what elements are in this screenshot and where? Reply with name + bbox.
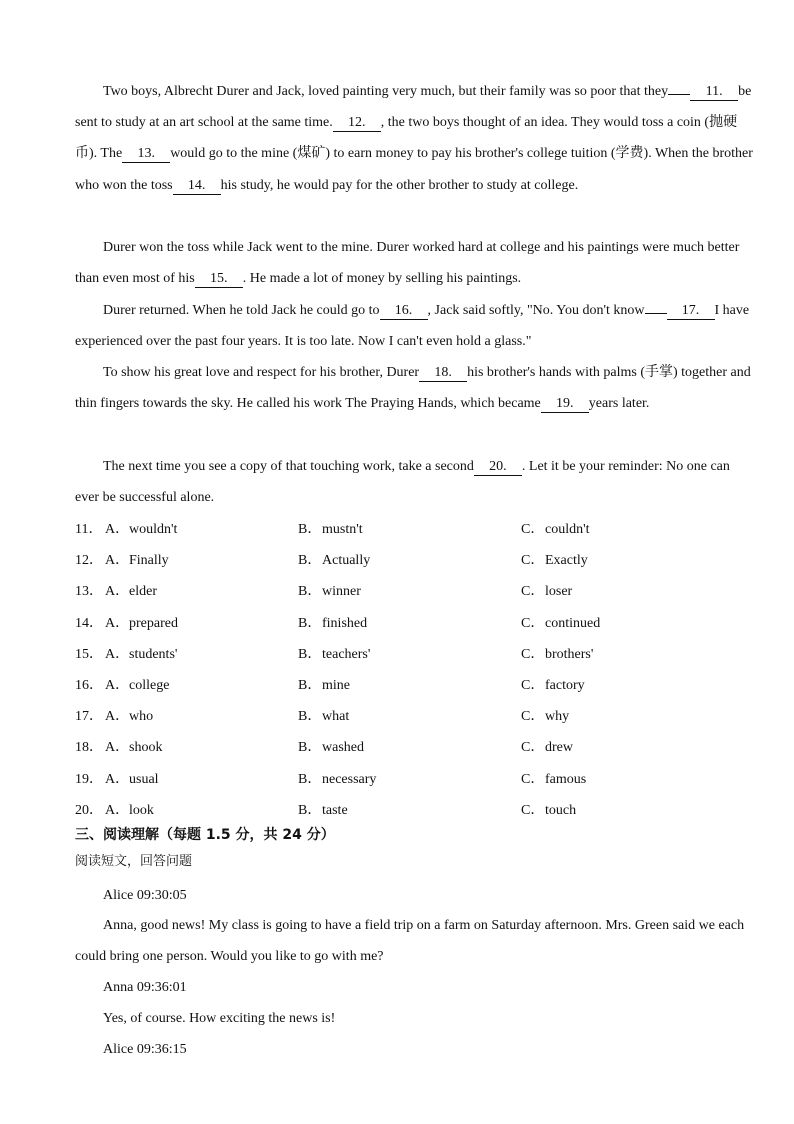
option-text: winner xyxy=(322,584,361,600)
option-letter: C． xyxy=(521,709,545,725)
passage-text: , the two boys thought of an idea. They would toss a coin (抛硬币). The xyxy=(75,115,738,162)
option-letter: B． xyxy=(298,771,322,787)
question-number: 16． xyxy=(75,677,103,693)
answer-blank: 14. xyxy=(173,178,221,195)
option-b[interactable] xyxy=(298,701,349,732)
option-b[interactable] xyxy=(298,764,376,795)
option-text: couldn't xyxy=(545,522,590,537)
option-letter: B． xyxy=(298,802,322,818)
chat-message-header xyxy=(75,1034,755,1065)
option-letter: B． xyxy=(298,646,322,662)
option-text: continued xyxy=(545,615,601,631)
option-text: teachers' xyxy=(322,646,371,662)
option-letter: A． xyxy=(105,615,130,631)
passage-text: be sent to study at an art school at the same time. xyxy=(75,84,752,131)
passage-text: his study, he would pay for the other brother to study at college. xyxy=(220,177,579,193)
option-c[interactable] xyxy=(521,701,569,732)
option-c[interactable] xyxy=(521,732,573,763)
question-row xyxy=(75,764,755,795)
option-text: brothers' xyxy=(545,646,594,662)
option-text: prepared xyxy=(129,615,178,631)
option-text: students' xyxy=(129,646,178,662)
option-text: usual xyxy=(129,771,159,787)
option-letter: C． xyxy=(521,740,545,756)
option-letter: A． xyxy=(105,553,130,569)
option-b[interactable] xyxy=(298,670,350,701)
question-row xyxy=(75,701,755,732)
option-letter: A． xyxy=(105,771,130,787)
chat-message-body xyxy=(75,910,755,972)
option-a[interactable] xyxy=(105,670,169,701)
option-text: elder xyxy=(129,584,157,600)
option-text: who xyxy=(129,709,154,725)
option-b[interactable] xyxy=(298,545,370,576)
question-row xyxy=(75,639,755,670)
passage-text: his brother's hands with palms (手掌) together and thin fingers towards the sky. He called his work The Praying Hands, which became xyxy=(75,365,751,412)
option-letter: B． xyxy=(298,522,322,537)
passage-text: . Let it be your reminder: No one can ever be successful alone. xyxy=(75,459,730,506)
option-letter: B． xyxy=(298,584,322,600)
option-a[interactable] xyxy=(105,732,162,763)
option-b[interactable] xyxy=(298,732,364,763)
question-number: 19． xyxy=(75,771,103,787)
multiple-choice-options xyxy=(75,514,755,826)
option-letter: A． xyxy=(105,646,130,662)
option-text: look xyxy=(129,802,154,818)
cloze-paragraph-2 xyxy=(75,232,755,294)
answer-blank xyxy=(645,313,667,314)
question-number: 18． xyxy=(75,740,103,756)
passage-text: Two boys, Albrecht Durer and Jack, loved painting very much, but their family was so poor that they xyxy=(103,84,669,99)
option-a[interactable] xyxy=(105,701,153,732)
option-letter: B． xyxy=(298,740,322,756)
passage-text: I have experienced over the past four years. It is too late. Now I can't even hold a glass." xyxy=(75,303,750,350)
chat-message-header xyxy=(75,880,755,911)
option-text: factory xyxy=(545,677,585,693)
answer-blank: 15. xyxy=(195,271,243,288)
question-number: 17． xyxy=(75,709,103,725)
chat-header-text: Alice 09:30:05 xyxy=(103,888,187,903)
option-text: Exactly xyxy=(545,553,588,569)
option-text: shook xyxy=(129,740,163,756)
option-text: taste xyxy=(322,802,348,818)
question-row xyxy=(75,670,755,701)
option-letter: A． xyxy=(105,677,130,693)
passage-text: Durer won the toss while Jack went to the mine. Durer worked hard at college and his paintings were much better than even most of his xyxy=(75,240,740,287)
option-letter: C． xyxy=(521,553,545,569)
chat-header-text: Alice 09:36:15 xyxy=(103,1042,187,1057)
chat-header-text: Anna 09:36:01 xyxy=(103,980,187,995)
chat-message-body xyxy=(75,1003,755,1034)
answer-blank: 19. xyxy=(541,396,589,413)
option-letter: C． xyxy=(521,802,545,818)
option-letter: C． xyxy=(521,615,545,631)
option-letter: C． xyxy=(521,677,545,693)
answer-blank: 16. xyxy=(380,303,428,320)
option-text: Actually xyxy=(322,553,371,569)
passage-text: Durer returned. When he told Jack he could go to xyxy=(103,303,380,318)
chat-message-header xyxy=(75,972,755,1003)
option-a[interactable] xyxy=(105,639,177,670)
option-c[interactable] xyxy=(521,795,576,826)
option-text: loser xyxy=(545,584,573,600)
answer-blank: 13. xyxy=(122,146,170,163)
option-text: necessary xyxy=(322,771,377,787)
section-instruction: 阅读短文，回答问题 xyxy=(75,854,193,869)
option-a[interactable] xyxy=(105,608,178,639)
option-c[interactable] xyxy=(521,576,572,607)
chat-body-text: Anna, good news! My class is going to have a field trip on a farm on Saturday afternoon. Mrs. Green said we each could bring one person. Would you like to go with me? xyxy=(75,918,745,965)
option-a[interactable] xyxy=(105,764,159,795)
option-letter: C． xyxy=(521,646,545,662)
question-number: 14． xyxy=(75,615,103,631)
option-c[interactable] xyxy=(521,514,590,545)
option-letter: C． xyxy=(521,771,545,787)
option-text: mine xyxy=(322,677,350,693)
option-text: college xyxy=(129,677,170,693)
option-text: what xyxy=(322,709,350,725)
question-row xyxy=(75,514,755,545)
option-letter: A． xyxy=(105,584,130,600)
question-row xyxy=(75,576,755,607)
question-number: 11． xyxy=(75,522,103,537)
answer-blank: 20. xyxy=(474,459,522,476)
question-number: 12． xyxy=(75,553,103,569)
cloze-paragraph-3 xyxy=(75,295,755,357)
option-b[interactable] xyxy=(298,514,363,545)
option-text: drew xyxy=(545,740,573,756)
option-letter: C． xyxy=(521,584,545,600)
option-text: touch xyxy=(545,802,577,818)
option-text: Finally xyxy=(129,553,169,569)
question-row xyxy=(75,732,755,763)
option-b[interactable] xyxy=(298,608,367,639)
option-b[interactable] xyxy=(298,795,348,826)
option-text: washed xyxy=(322,740,364,756)
answer-blank xyxy=(668,94,690,95)
option-a[interactable] xyxy=(105,545,169,576)
option-text: why xyxy=(545,709,570,725)
option-letter: A． xyxy=(105,709,130,725)
option-text: finished xyxy=(322,615,368,631)
passage-text: . He made a lot of money by selling his paintings. xyxy=(242,271,522,287)
question-row xyxy=(75,795,755,826)
option-a[interactable] xyxy=(105,795,154,826)
option-letter: B． xyxy=(298,709,322,725)
answer-blank: 11. xyxy=(690,84,738,101)
cloze-paragraph-4 xyxy=(75,357,755,419)
option-b[interactable] xyxy=(298,639,370,670)
option-c[interactable] xyxy=(521,608,600,639)
answer-blank: 17. xyxy=(667,303,715,320)
cloze-paragraph-5 xyxy=(75,451,755,513)
option-text: mustn't xyxy=(322,522,363,537)
passage-text: The next time you see a copy of that touching work, take a second xyxy=(103,459,474,474)
option-letter: A． xyxy=(105,522,130,537)
passage-text: , Jack said softly, "No. You don't know xyxy=(427,303,645,318)
question-number: 20． xyxy=(75,802,103,818)
option-text: wouldn't xyxy=(129,522,178,537)
question-number: 15． xyxy=(75,646,103,662)
passage-text: would go to the mine (煤矿) to earn money to pay his brother's college tuition (学费). When the brother who won the toss xyxy=(75,146,753,193)
option-a[interactable] xyxy=(105,576,157,607)
section-title: 三、阅读理解（每题 1.5 分，共 24 分） xyxy=(75,827,335,843)
option-letter: B． xyxy=(298,553,322,569)
option-text: famous xyxy=(545,771,587,787)
option-c[interactable] xyxy=(521,670,585,701)
option-b[interactable] xyxy=(298,576,361,607)
passage-text: years later. xyxy=(588,396,650,412)
passage-text: To show his great love and respect for his brother, Durer xyxy=(103,365,420,380)
question-row xyxy=(75,608,755,639)
option-c[interactable] xyxy=(521,545,588,576)
question-row xyxy=(75,545,755,576)
option-c[interactable] xyxy=(521,639,593,670)
option-letter: B． xyxy=(298,677,322,693)
option-a[interactable] xyxy=(105,514,177,545)
option-letter: A． xyxy=(105,802,130,818)
option-letter: B． xyxy=(298,615,322,631)
question-number: 13． xyxy=(75,584,103,600)
option-letter: C． xyxy=(521,522,545,537)
chat-body-text: Yes, of course. How exciting the news is! xyxy=(103,1011,336,1026)
answer-blank: 18. xyxy=(419,365,467,382)
option-c[interactable] xyxy=(521,764,586,795)
answer-blank: 12. xyxy=(333,115,381,132)
cloze-paragraph-1 xyxy=(75,76,755,201)
option-letter: A． xyxy=(105,740,130,756)
